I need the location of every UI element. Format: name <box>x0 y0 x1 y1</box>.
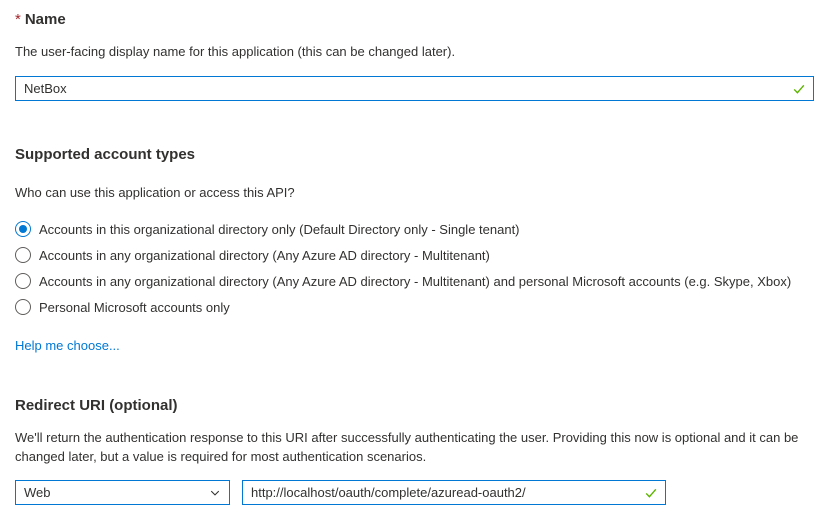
radio-option-multitenant-personal[interactable] <box>15 268 814 294</box>
account-types-question: Who can use this application or access this API? <box>15 185 295 200</box>
radio-button-icon <box>15 299 31 315</box>
radio-option-personal-only[interactable] <box>15 294 814 320</box>
required-asterisk: * <box>15 11 21 28</box>
platform-select[interactable] <box>15 480 230 505</box>
redirect-uri-input[interactable] <box>243 481 665 504</box>
redirect-uri-controls <box>15 480 814 505</box>
name-heading-label: Name <box>24 11 66 28</box>
radio-option-label: Accounts in this organizational directory only (Default Directory only - Single tenant) <box>39 221 520 237</box>
name-input[interactable] <box>16 77 813 100</box>
name-description: The user-facing display name for this application (this can be changed later). <box>15 44 456 59</box>
name-input-field <box>15 76 814 101</box>
account-types-section <box>15 145 814 355</box>
radio-button-icon <box>15 247 31 263</box>
platform-select-value: Web <box>24 485 51 500</box>
checkmark-icon <box>792 82 806 96</box>
radio-option-label: Personal Microsoft accounts only <box>39 299 230 315</box>
radio-option-multitenant[interactable] <box>15 242 814 268</box>
radio-option-single-tenant[interactable] <box>15 216 814 242</box>
radio-option-label: Accounts in any organizational directory (Any Azure AD directory - Multitenant) <box>39 247 490 263</box>
radio-button-icon <box>15 221 31 237</box>
radio-button-icon <box>15 273 31 289</box>
radio-option-label: Accounts in any organizational directory (Any Azure AD directory - Multitenant) and personal Microsoft accounts (e.g. Skype, Xbox) <box>39 273 792 289</box>
redirect-uri-section <box>15 396 814 505</box>
name-heading <box>15 10 814 30</box>
chevron-down-icon <box>209 487 221 499</box>
account-type-radio-group <box>15 216 814 320</box>
redirect-uri-description: We'll return the authentication response to this URI after successfully authenticating the user. Providing this now is optional and it can be changed later, but a value is required for most authentication scenarios. <box>15 430 799 464</box>
checkmark-icon <box>644 486 658 500</box>
help-me-choose-link[interactable]: Help me choose... <box>15 338 120 353</box>
redirect-uri-heading: Redirect URI (optional) <box>15 397 178 414</box>
name-section <box>15 10 814 101</box>
redirect-uri-input-field <box>242 480 666 505</box>
account-types-heading: Supported account types <box>15 146 196 163</box>
